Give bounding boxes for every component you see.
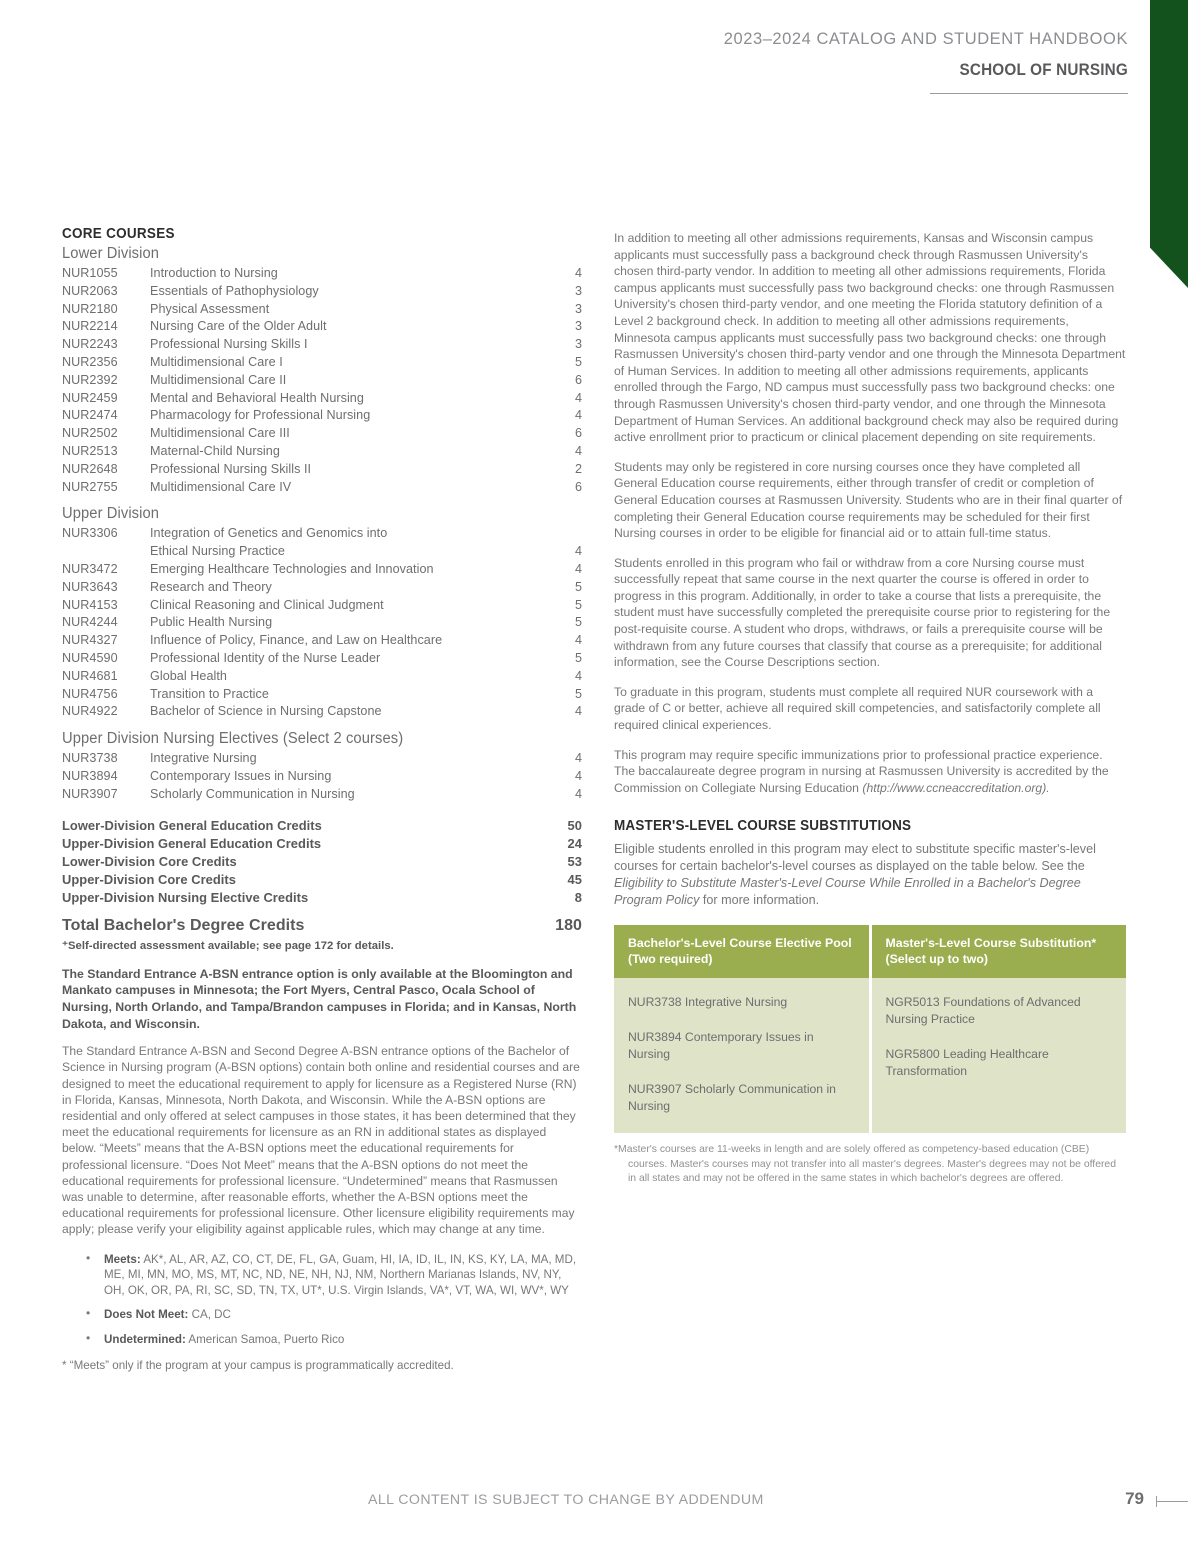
course-code: NUR2356 [62,354,118,369]
footer-disclaimer: ALL CONTENT IS SUBJECT TO CHANGE BY ADDENDUM [368,1492,764,1508]
page-number: 79 [1125,1489,1144,1508]
licensure-paragraph: The Standard Entrance A-BSN and Second Degree A-BSN entrance options of the Bachelor of Science in Nursing program (A-BSN options) contain both online and residential courses and are designed to meet the educational requirement to apply for licensure as a Registered Nurse (RN) in Florida, Kansas, Minnesota, North Dakota, and Wisconsin. While the A-BSN options are residential and only offered at select campuses in those states, it has been determined that they meet the educational requirements for licensure as an RN in additional states as displayed below. “Meets” means that the A-BSN options meet the educational requirements for professional licensure. “Does Not Meet” means that the A-BSN options do not meet the educational requirements for professional licensure. “Undetermined” means that Rasmussen was unable to determine, after reasonable efforts, whether the A-BSN options meet the educational requirements for professional licensure. Other licensure eligibility requirements may apply; please verify your eligibility against applicable rules, which may change at any time. [62,1044,580,1237]
admissions-paragraph: Students enrolled in this program who fail or withdraw from a core Nursing course must successfully repeat that same course in the next quarter the course is offered in order to progress in this program. Additionally, in order to take a course that lists a prerequisite, the student must have successfully completed the prerequisite course prior to registering for the post-requisite course. A student who drops, withdraws, or fails a prerequisite course will be withdrawn from any future courses that classify that course as a prerequisite; for additional information, see the Course Descriptions section. [614,555,1111,670]
admissions-paragraph: This program may require specific immunizations prior to professional practice experience. [614,747,1103,762]
course-row [62,461,582,479]
course-code: NUR2459 [62,390,118,405]
course-row [62,750,582,768]
licensure-state-list [62,1252,582,1348]
table-header-bachelors: Bachelor's-Level Course Elective Pool (Two required) [614,925,870,978]
course-credits: 3 [574,301,582,316]
course-title: Public Health Nursing [150,615,273,630]
total-row [62,835,582,853]
course-credits: 4 [574,668,582,683]
footnote-line1: *Master's courses are 11-weeks in length and are solely offered as competency-based education (CBE) [614,1144,1090,1156]
left-column [62,226,582,1373]
course-title: Physical Assessment [150,301,270,316]
upper-division-heading: Upper Division [62,505,160,523]
course-row [62,336,582,354]
total-row [62,853,582,871]
table-header-row [614,925,1126,978]
course-title: Contemporary Issues in Nursing [150,768,332,783]
course-credits: 6 [574,479,582,494]
course-credits: 3 [574,283,582,298]
course-title: Clinical Reasoning and Clinical Judgment [150,597,384,612]
page-header [488,30,1128,94]
course-credits: 4 [574,561,582,576]
course-title: Integrative Nursing [150,751,257,766]
course-row [62,686,582,704]
grand-total-row [62,908,582,935]
course-row [62,425,582,443]
upper-division-course-table [62,525,582,721]
licensure-bullet [86,1332,582,1348]
total-row [62,817,582,835]
admissions-paragraph: To graduate in this program, students must complete all required NUR coursework with a grade of C or better, achieve all required skill competencies, and satisfactorily complete all required clinical experiences. [614,684,1101,733]
course-row [62,318,582,336]
total-label: Lower-Division General Education Credits [62,817,322,833]
course-title: Essentials of Pathophysiology [150,283,319,298]
green-corner-accent [1150,0,1188,288]
course-credits: 4 [574,786,582,801]
course-title: Pharmacology for Professional Nursing [150,408,371,423]
total-value: 8 [574,890,582,906]
course-row [62,786,582,804]
course-title: Professional Identity of the Nurse Leader [150,650,381,665]
catalog-title: 2023–2024 CATALOG AND STUDENT HANDBOOK [723,30,1128,48]
course-row [62,525,582,543]
course-code: NUR4681 [62,668,118,683]
licensure-bullet [86,1307,582,1323]
masters-intro-paragraph [614,841,1126,909]
course-title: Integration of Genetics and Genomics into [150,526,388,541]
school-title: SCHOOL OF NURSING [959,59,1128,79]
course-title: Maternal-Child Nursing [150,443,280,458]
course-row [62,265,582,283]
admissions-paragraph: Students may only be registered in core nursing courses once they have completed all General Education course requirements, either through transfer of credit or completion of General Education courses at Rasmussen University. Students who are in their final quarter of completing their General Education course requirements may be scheduled for their first Nursing courses in order to be eligible for financial aid or to attain full-time status. [614,459,1123,541]
course-row [62,354,582,372]
table-row [614,978,1126,1133]
accreditation-text: The baccalaureate degree program in nursing at Rasmussen University is accredited by the Commission on Collegiate Nursing Education [614,764,1109,795]
course-code: NUR3472 [62,561,118,576]
course-title: Mental and Behavioral Health Nursing [150,390,364,405]
total-value: 45 [567,872,582,888]
course-code: NUR1055 [62,266,118,280]
course-title: Multidimensional Care II [150,372,287,387]
total-value: 24 [567,835,582,851]
bullet-value: American Samoa, Puerto Rico [185,1332,345,1346]
course-credits: 5 [574,615,582,630]
course-code: NUR4922 [62,704,118,719]
grand-total-label: Total Bachelor's Degree Credits [62,916,305,934]
course-credits: 4 [574,443,582,458]
course-entry: NUR3738 Integrative Nursing [628,995,788,1010]
course-title: Transition to Practice [150,686,269,701]
footer-rule [1156,1501,1188,1502]
table-footnote [614,1143,1126,1186]
course-code: NUR2392 [62,372,118,387]
core-courses-heading: CORE COURSES [62,226,175,242]
course-title: Multidimensional Care I [150,354,283,369]
course-credits: 4 [574,768,582,783]
total-row [62,889,582,907]
course-row [62,407,582,425]
course-row [62,579,582,597]
course-code: NUR3894 [62,768,118,783]
total-value: 50 [567,817,582,833]
course-title: Introduction to Nursing [150,266,278,280]
course-code: NUR4244 [62,615,118,630]
masters-intro-part2: for more information. [699,893,820,908]
header-divider [930,93,1128,94]
nursing-electives-table [62,750,582,803]
course-row [62,543,582,561]
course-credits: 4 [574,408,582,423]
course-row [62,479,582,497]
course-code: NUR4327 [62,633,118,648]
course-code: NUR4590 [62,650,118,665]
masters-intro-part1: Eligible students enrolled in this program may elect to substitute specific master's-level courses for certain bachelor's-level courses as displayed on the table below. See the [614,842,1096,874]
bullet-label: Meets: [104,1252,141,1266]
course-credits: 4 [574,704,582,719]
course-entry: NGR5013 Foundations of Advanced Nursing Practice [885,995,1081,1027]
course-code: NUR4153 [62,597,118,612]
course-entry: NUR3894 Contemporary Issues in Nursing [628,1030,814,1062]
course-code: NUR4756 [62,686,118,701]
total-label: Upper-Division Core Credits [62,872,236,888]
course-row [62,768,582,786]
course-substitution-table [614,925,1126,1133]
course-title: Research and Theory [150,579,272,594]
bullet-value: AK*, AL, AR, AZ, CO, CT, DE, FL, GA, Guam, HI, IA, ID, IL, IN, KS, KY, LA, MA, MD, ME, MI, MN, MO, MS, MT, NC, ND, NE, NH, NJ, NM, Northern Marianas Islands, NV, NY, OH, OK, OR, PA, RI, SC, SD, TN, TX, UT*, U.S. Virgin Islands, VA*, VT, WA, WI, WV*, WY [104,1252,577,1297]
self-directed-note: ⁺Self-directed assessment available; see page 172 for details. [62,939,394,952]
course-credits: 5 [574,686,582,701]
course-title: Professional Nursing Skills I [150,337,308,352]
course-credits: 2 [574,461,582,476]
course-title: Bachelor of Science in Nursing Capstone [150,704,382,719]
course-row [62,372,582,390]
course-row [62,390,582,408]
course-title: Nursing Care of the Older Adult [150,319,327,334]
course-row [62,301,582,319]
course-credits: 6 [574,426,582,441]
course-code: NUR2474 [62,408,118,423]
course-title: Emerging Healthcare Technologies and Innovation [150,561,434,576]
course-row [62,703,582,721]
bullet-label: Undetermined: [104,1332,186,1346]
course-code: NUR3738 [62,751,118,766]
course-code: NUR3643 [62,579,118,594]
course-row [62,668,582,686]
course-row [62,597,582,615]
accreditation-paragraph [614,763,1126,796]
course-credits: 4 [574,544,582,559]
course-title: Influence of Policy, Finance, and Law on Healthcare [150,633,443,648]
bullet-value: CA, DC [188,1308,231,1322]
grand-total-value: 180 [555,916,582,934]
masters-substitutions-heading: MASTER'S-LEVEL COURSE SUBSTITUTIONS [614,818,912,835]
course-title: Professional Nursing Skills II [150,461,312,476]
total-label: Upper-Division Nursing Elective Credits [62,890,309,906]
total-label: Lower-Division Core Credits [62,853,237,869]
lower-division-course-table [62,265,582,496]
table-header-masters: Master's-Level Course Substitution* (Select up to two) [870,925,1126,978]
course-credits: 4 [574,266,582,280]
course-credits: 4 [574,751,582,766]
masters-substitution-cell [870,978,1126,1133]
total-label: Upper-Division General Education Credits [62,835,322,851]
accreditation-url: (http://www.ccneaccreditation.org). [862,780,1050,795]
course-credits: 4 [574,633,582,648]
nursing-electives-heading: Upper Division Nursing Electives (Select 2 courses) [62,730,404,748]
course-credits: 5 [574,354,582,369]
course-credits [540,525,582,543]
footnote-rest: courses. Master's courses may not transfer into all master's degrees. Master's degrees may not be offered in all states and may not be offered in the same states in which bachelor's degrees are offered. [628,1158,1116,1184]
meets-asterisk-note: * “Meets” only if the program at your campus is programmatically accredited. [62,1358,454,1372]
course-title: Global Health [150,668,227,683]
bullet-label: Does Not Meet: [104,1308,189,1322]
course-credits: 3 [574,337,582,352]
right-column [614,230,1126,1186]
course-code: NUR2513 [62,443,118,458]
course-title: Multidimensional Care III [150,426,290,441]
course-code: NUR2180 [62,301,118,316]
course-row [62,443,582,461]
course-code [62,543,150,561]
total-value: 53 [567,853,582,869]
bachelors-elective-cell [614,978,870,1133]
course-row [62,632,582,650]
course-code: NUR2502 [62,426,118,441]
course-code: NUR2243 [62,337,118,352]
policy-name-italic: Eligibility to Substitute Master's-Level Course While Enrolled in a Bachelor's Degree Program Policy [614,876,1081,908]
entrance-option-note: The Standard Entrance A-BSN entrance option is only available at the Bloomington and Mankato campuses in Minnesota; the Fort Myers, Central Pasco, Ocala School of Nursing, North Orlando, and Tampa/Brandon campuses in Florida; and in Kansas, North Dakota, and Wisconsin. [62,966,577,1031]
course-row [62,650,582,668]
course-code: NUR3907 [62,786,118,801]
course-entry: NUR3907 Scholarly Communication in Nursing [628,1082,836,1114]
course-entry: NGR5800 Leading Healthcare Transformation [885,1047,1049,1079]
admissions-paragraphs [614,230,1126,763]
course-credits: 4 [574,390,582,405]
course-code: NUR3306 [62,526,118,541]
course-row [62,614,582,632]
course-row [62,561,582,579]
credit-totals-table [62,817,582,935]
course-credits: 3 [574,319,582,334]
course-title: Scholarly Communication in Nursing [150,786,355,801]
course-credits: 5 [574,650,582,665]
course-code: NUR2648 [62,461,118,476]
course-code: NUR2214 [62,319,118,334]
total-row [62,871,582,889]
course-credits: 6 [574,372,582,387]
page-footer [0,1489,1188,1514]
lower-division-heading: Lower Division [62,245,160,262]
course-credits: 5 [574,597,582,612]
course-title: Ethical Nursing Practice [150,544,285,559]
course-title: Multidimensional Care IV [150,479,292,494]
course-code: NUR2063 [62,283,118,298]
course-credits: 5 [574,579,582,594]
course-row [62,283,582,301]
course-code: NUR2755 [62,479,118,494]
admissions-paragraph: In addition to meeting all other admissions requirements, Kansas and Wisconsin campus applicants must successfully pass a background check through Rasmussen University's chosen third-party vendor. In addition to meeting all other admissions requirements, Florida campus applicants must successfully pass two background checks: one through Rasmussen University's chosen third-party vendor, and one meeting the Florida statutory definition of a Level 2 background check. In addition to meeting all other admissions requirements, Minnesota campus applicants must successfully pass two background checks: one through Rasmussen University's chosen third-party vendor and one through the Minnesota Department of Human Services. In addition to meeting all other admissions requirements, applicants enrolled through the Fargo, ND campus must successfully pass two background checks: one through Rasmussen University's chosen third-party vendor, and one through the Minnesota Department of Human Services. An additional background check may also be required during active enrollment prior to practicum or clinical placement depending on site requirements. [614,231,1126,445]
licensure-bullet [86,1252,582,1299]
